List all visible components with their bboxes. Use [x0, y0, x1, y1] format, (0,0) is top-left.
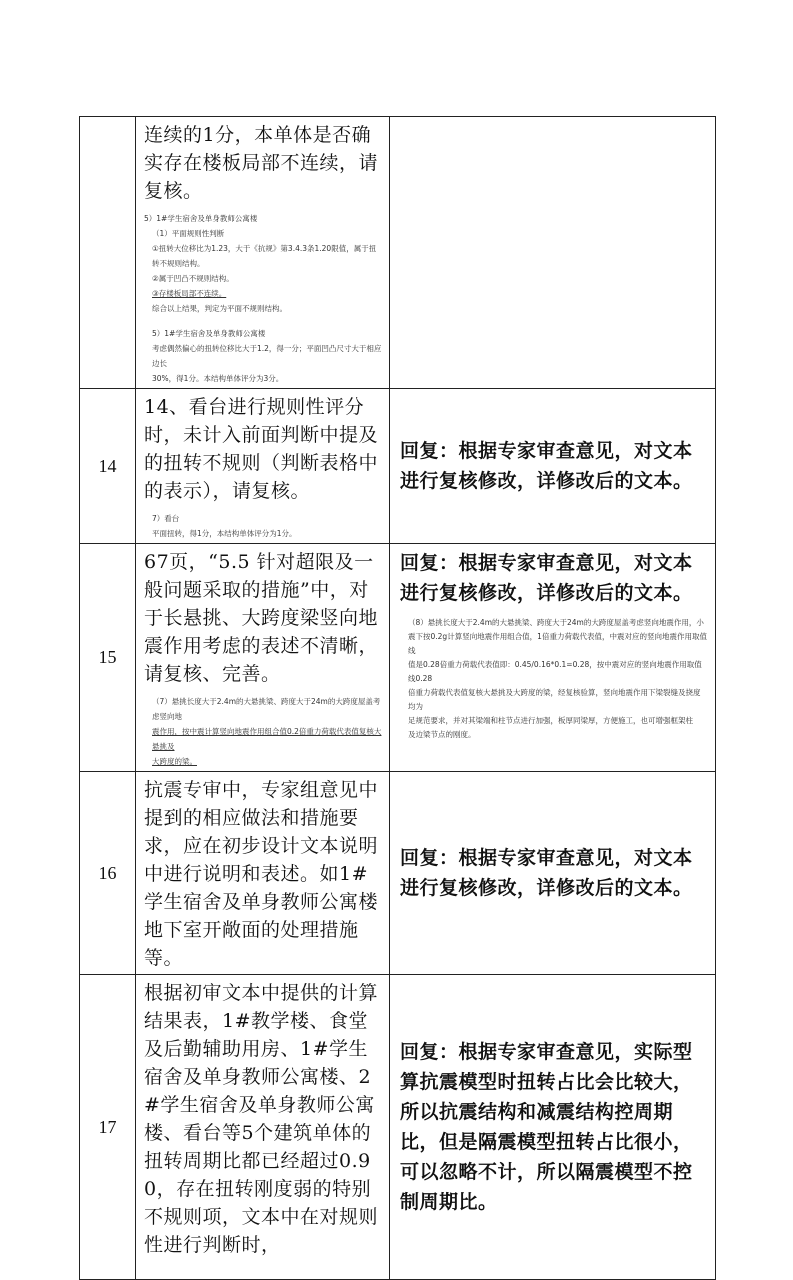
reply-excerpt-line: 值是0.28倍重力荷载代表值即：0.45/0.16*0.1=0.28，按中震对应的竖向地震作用取值线0.28 — [408, 660, 702, 683]
table-row — [80, 772, 716, 975]
row-number: 14 — [80, 389, 136, 544]
reply-cell — [390, 975, 716, 1280]
excerpt-line: 震作用，按中震计算竖向地震作用组合值0.2倍重力荷载代表值复核大悬挑及 — [152, 727, 382, 751]
document-excerpt — [144, 211, 383, 386]
document-excerpt — [144, 511, 383, 541]
question-cell — [136, 544, 390, 772]
reply-text: 回复：根据专家审查意见，对文本进行复核修改，详修改后的文本。 — [400, 847, 693, 899]
excerpt-line: 30%，得1分。本结构单体评分为3分。 — [152, 374, 284, 383]
row-number — [80, 117, 136, 389]
reply-excerpt-line: 倍重力荷载代表值复核大悬挑及大跨度的梁，经复核验算，竖向地震作用下梁裂缝及挠度均为 — [408, 688, 701, 711]
question-cell — [136, 975, 390, 1280]
excerpt-line: ①扭转大位移比为1.23，大于《抗规》第3.4.3条1.20限值，属于扭转不规则结构。 — [152, 244, 377, 268]
question-text: 根据初审文本中提供的计算结果表，1#教学楼、食堂及后勤辅助用房、1#学生宿舍及单身教师公寓楼、2#学生宿舍及单身教师公寓楼、看台等5个建筑单体的扭转周期比都已经超过0.90，存在扭转刚度弱的特别不规则项，文本中在对规则性进行判断时， — [144, 982, 379, 1256]
question-text: 14、看台进行规则性评分时，未计入前面判断中提及的扭转不规则（判断表格中的表示），请复核。 — [144, 396, 379, 502]
table-row — [80, 975, 716, 1280]
reply-excerpt-line: （8）悬挑长度大于2.4m的大悬挑梁、跨度大于24m的大跨度屋盖考虑竖向地震作用，小 — [408, 618, 704, 627]
reply-excerpt — [400, 616, 707, 742]
question-cell — [136, 389, 390, 544]
reply-cell — [390, 389, 716, 544]
excerpt-line: 综合以上结果，判定为平面不规则结构。 — [152, 304, 287, 313]
row-number: 15 — [80, 544, 136, 772]
question-text: 67页，“5.5 针对超限及一般问题采取的措施”中，对于长悬挑、大跨度梁竖向地震作用考虑的表述不清晰，请复核、完善。 — [144, 551, 379, 685]
reply-cell — [390, 544, 716, 772]
excerpt-line: （7）悬挑长度大于2.4m的大悬挑梁、跨度大于24m的大跨度屋盖考虑竖向地 — [152, 697, 381, 721]
excerpt-line: ③存楼板局部不连续。 — [152, 289, 227, 298]
excerpt-line: ②属于凹凸不规则结构。 — [152, 274, 234, 283]
reply-excerpt-line: 足规范要求，并对其梁端和柱节点进行加强，板厚同梁厚，方便施工，也可增强框架柱 — [408, 716, 693, 725]
excerpt-heading: 5）1#学生宿舍及单身教师公寓楼 — [152, 329, 266, 338]
reply-cell — [390, 772, 716, 975]
table-row — [80, 389, 716, 544]
reply-text: 回复：根据专家审查意见，实际型算抗震模型时扭转占比会比较大，所以抗震结构和减震结构控周期比，但是隔震模型扭转占比很小，可以忽略不计，所以隔震模型不控制周期比。 — [400, 1041, 693, 1213]
question-cell — [136, 117, 390, 389]
document-excerpt — [144, 694, 383, 769]
excerpt-heading: 7）看台 — [152, 514, 180, 523]
review-table — [79, 116, 716, 1280]
reply-excerpt-line: 及边梁节点的刚度。 — [408, 730, 476, 739]
table-row — [80, 544, 716, 772]
excerpt-line: 考虑偶然偏心的扭转位移比大于1.2，得一分；平面凹凸尺寸大于相应边长 — [152, 344, 382, 368]
question-text: 抗震专审中，专家组意见中提到的相应做法和措施要求，应在初步设计文本说明中进行说明和表述。如1#学生宿舍及单身教师公寓楼地下室开敞面的处理措施等。 — [144, 779, 379, 969]
table-row — [80, 117, 716, 389]
excerpt-line: 大跨度的梁。 — [152, 757, 197, 766]
reply-excerpt-line: 震下按0.2g计算竖向地震作用组合值，1倍重力荷载代表值，中震对应的竖向地震作用取值线 — [408, 632, 707, 655]
reply-text: 回复：根据专家审查意见，对文本进行复核修改，详修改后的文本。 — [400, 440, 693, 492]
excerpt-heading: 5）1#学生宿舍及单身教师公寓楼 — [144, 214, 258, 223]
excerpt-subheading: （1）平面规则性判断 — [152, 229, 225, 238]
reply-cell — [390, 117, 716, 389]
question-cell — [136, 772, 390, 975]
excerpt-line: 平面扭转，得1分，本结构单体评分为1分。 — [152, 529, 297, 538]
row-number: 16 — [80, 772, 136, 975]
question-text: 连续的1分，本单体是否确实存在楼板局部不连续，请复核。 — [144, 124, 379, 202]
row-number: 17 — [80, 975, 136, 1280]
reply-text: 回复：根据专家审查意见，对文本进行复核修改，详修改后的文本。 — [400, 552, 693, 604]
